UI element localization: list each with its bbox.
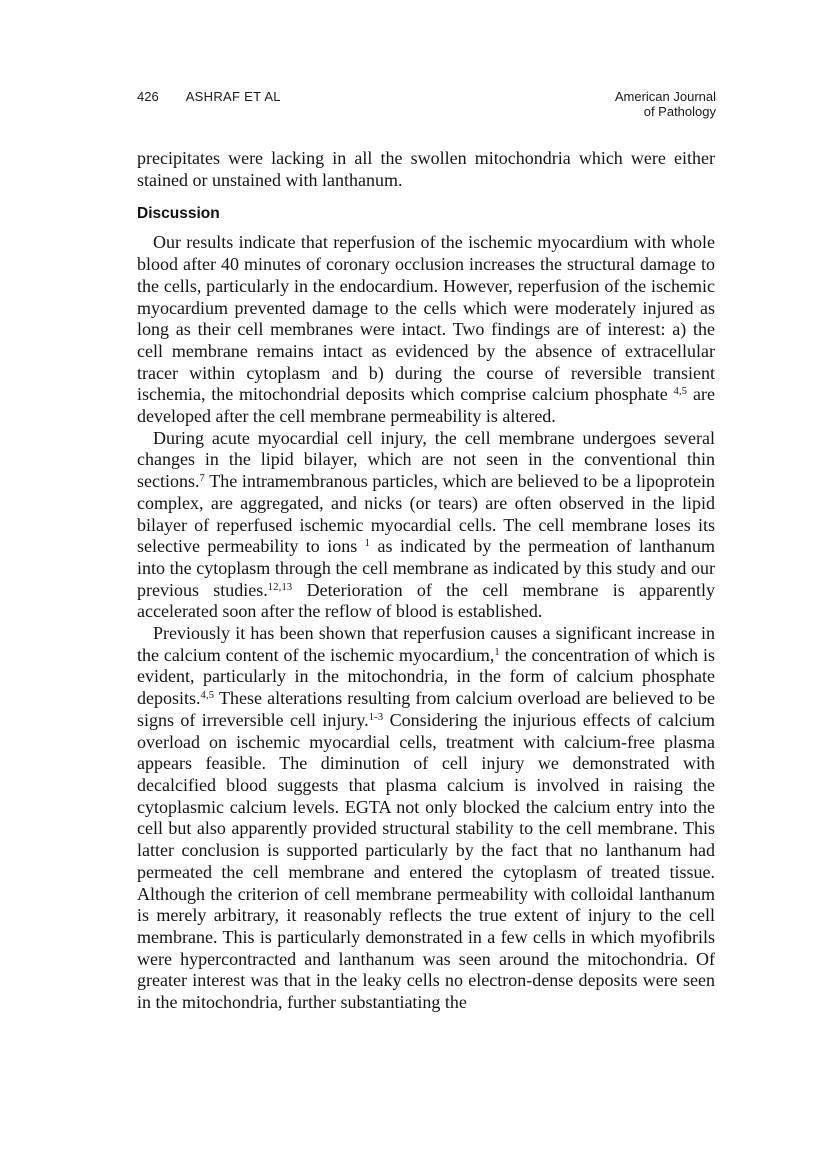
running-title: ASHRAF ET AL <box>185 89 281 104</box>
section-heading-discussion: Discussion <box>137 205 220 223</box>
journal-name-line1: American Journal <box>614 89 716 104</box>
paragraph-continuation: precipitates were lacking in all the swollen mitochondria which were either stained or unstained with lanthanum. <box>137 148 715 190</box>
page-header <box>137 89 716 119</box>
journal-name-line2: of Pathology <box>643 104 716 119</box>
paragraph-discussion-3: Previously it has been shown that reperfusion causes a significant increase in the calcium content of the ischemic myocardium,$^1$ the concentration of which is evident, particularly in the mitochondria, in the form of calcium phosphate deposits.$^{4,5}$ These alterations resulting from calcium overload are believed to be signs of irreversible cell injury.$^{1-3}$ Considering the injurious effects of calcium overload on ischemic myocardial cells, treatment with calcium-free plasma appears feasible. The diminution of cell injury we demonstrated with decalcified blood suggests that plasma calcium is involved in raising the cytoplasmic calcium levels. EGTA not only blocked the calcium entry into the cell but also apparently provided structural stability to the cell membrane. This latter conclusion is supported particularly by the fact that no lanthanum had permeated the cell membrane and entered the cytoplasm of treated tissue. Although the criterion of cell membrane permeability with colloidal lanthanum is merely arbitrary, it reasonably reflects the true extent of injury to the cell membrane. This is particularly demonstrated in a few cells in which myofibrils were hypercontracted and lanthanum was seen around the mitochondria. Of greater interest was that in the leaky cells no electron-dense deposits were seen in the mitochondria, further substantiating the <box>137 623 715 1013</box>
article-body <box>137 148 715 1014</box>
header-left <box>137 89 281 104</box>
journal-name <box>615 89 716 119</box>
page-number: 426 <box>137 89 159 104</box>
paragraph-discussion-2: During acute myocardial cell injury, the cell membrane undergoes several changes in the lipid bilayer, which are not seen in the conventional thin sections.$^7$ The intramembranous particles, which are believed to be a lipoprotein complex, are aggregated, and nicks (or tears) are often observed in the lipid bilayer of reperfused ischemic myocardial cells. The cell membrane loses its selective permeability to ions $^1$ as indicated by the permeation of lanthanum into the cytoplasm through the cell membrane as indicated by this study and our previous studies.$^{12,13}$ Deterioration of the cell membrane is apparently accelerated soon after the reflow of blood is established. <box>137 427 715 622</box>
paragraph-discussion-1: Our results indicate that reperfusion of the ischemic myocardium with whole blood after 40 minutes of coronary occlusion increases the structural damage to the cells, particularly in the endocardium. However, reperfusion of the ischemic myocardium prevented damage to the cells which were moderately injured as long as their cell membranes were intact. Two findings are of interest: a) the cell membrane remains intact as evidenced by the absence of extracellular tracer within cytoplasm and b) during the course of reversible transient ischemia, the mitochondrial deposits which comprise calcium phosphate $^{4,5}$ are developed after the cell membrane permeability is altered. <box>137 232 715 427</box>
